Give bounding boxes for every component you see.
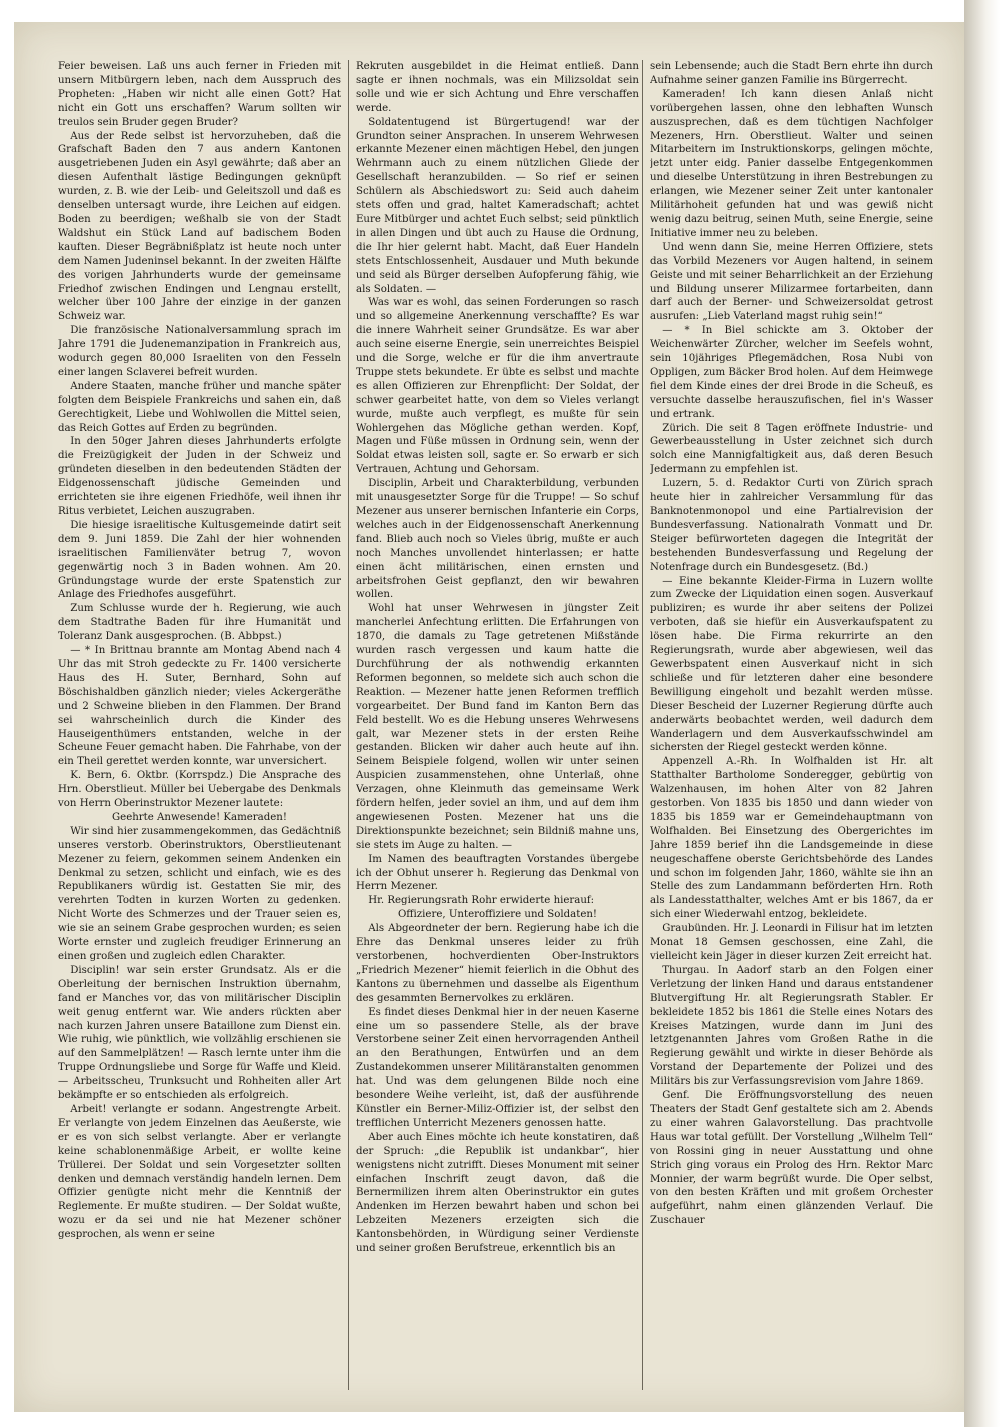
page-edge	[964, 0, 1000, 1427]
paragraph: — * In Biel schickte am 3. Oktober der Weichenwärter Zürcher, welcher im Seefels wohnt, sein 10jähriges Pflegemädchen, Rosa Nubi von Oppligen, zum Bäcker Brod holen. Auf dem Heimwege fiel dem Kinde eines der drei Brode in die Scheuß, es versuchte dasselbe herauszufischen, fiel in's Wasser und ertrank.	[650, 325, 933, 420]
paragraph: Thurgau. In Aadorf starb an den Folgen einer Verletzung der linken Hand und daraus entstandener Blutvergiftung Hr. alt Regierungsrath Stabler. Er bekleidete 1852 bis 1861 die Stelle eines Notars des Kreises Matzingen, wurde dann im Juni des letztgenannten Jahres vom Großen Rathe in die Regierung gewählt und wirkte in dieser Behörde als Vorstand der Departemente der Polizei und des Militärs bis zur Verfassungsrevision vom Jahre 1869.	[650, 964, 933, 1088]
paragraph: Was war es wohl, das seinen Forderungen so rasch und so allgemeine Anerkennung verschaffte? Es war die innere Wahrheit seiner Grundsätze. Es war aber auch seine eiserne Energie, sein unerreichtes Beispiel und die Sorge, welche er für die ihm anvertraute Truppe stets bekundete. Er übte es selbst und machte es allen Offizieren zur Ehrenpflicht: Der Soldat, der schwer gearbeitet hatte, von dem so Vieles verlangt wurde, mußte auch verpflegt, es mußte für sein Wohlergehen das Mögliche gethan werden. Kopf, Magen und Füße müssen in Ordnung sein, wenn der Soldat etwas leisten soll, sagte er. So erwarb er sich Vertrauen, Achtung und Gehorsam.	[356, 297, 639, 476]
paragraph: Genf. Die Eröffnungsvorstellung des neuen Theaters der Stadt Genf gestaltete sich am 2. Abends zu einer wahren Galavorstellung. Das prachtvolle Haus war total gefüllt. Der Vorstellung „Wilhelm Tell“ von Rossini ging in neuer Ausstattung und ohne Strich ging voraus ein Prolog des Hrn. Rektor Marc Monnier, der warm begrüßt wurde. Die Oper selbst, von den besten Kräften und mit großem Orchester aufgeführt, nahm einen glänzenden Verlauf. Die Zuschauer	[650, 1090, 933, 1227]
paragraph: Aus der Rede selbst ist hervorzuheben, daß die Grafschaft Baden den 7 aus andern Kantonen ausgetriebenen Juden ein Asyl gewährte; daß aber an diesen Aufenthalt lästige Bedingungen geknüpft wurden, z. B. wie der Leib- und Geleitszoll und daß es denselben untersagt wurde, ihre Leichen auf eidgen. Boden zu beerdigen; weßhalb sie von der Stadt Waldshut ein Stück Land auf badischem Boden kauften. Dieser Begräbnißplatz ist heute noch unter dem Namen Judeninsel bekannt. In der zweiten Hälfte des vorigen Jahrhunderts wurde der gemeinsame Friedhof zwischen Endingen und Lengnau erstellt, welcher über 100 Jahre der einzige in der ganzen Schweiz war.	[58, 130, 341, 323]
column-rule-right	[642, 60, 643, 1390]
paragraph: Luzern, 5. d. Redaktor Curti von Zürich sprach heute hier in zahlreicher Versammlung für das Banknotenmonopol und eine Partialrevision der Bundesverfassung. Nationalrath Vonmatt und Dr. Steiger befürworteten dagegen die Integrität der bestehenden Bundesverfassung und Regelung der Notenfrage durch ein Bundesgesetz. (Bd.)	[650, 478, 933, 573]
paragraph: Die französische Nationalversammlung sprach im Jahre 1791 die Judenemanzipation in Frankreich aus, wodurch gegen 80,000 Israeliten von den Fesseln einer langen Sclaverei befreit wurden.	[58, 325, 341, 378]
paragraph: Zürich. Die seit 8 Tagen eröffnete Industrie- und Gewerbeausstellung in Uster zeichnet sich durch solch eine Mannigfaltigkeit aus, daß deren Besuch Jedermann zu empfehlen ist.	[650, 422, 933, 476]
paragraph: sein Lebensende; auch die Stadt Bern ehrte ihn durch Aufnahme seiner ganzen Familie ins Bürgerrecht.	[650, 61, 933, 86]
paragraph: Graubünden. Hr. J. Leonardi in Filisur hat im letzten Monat 18 Gemsen geschossen, eine Zahl, die vielleicht kein Jäger in dieser kurzen Zeit erreicht hat.	[650, 923, 933, 962]
paragraph: — Eine bekannte Kleider-Firma in Luzern wollte zum Zwecke der Liquidation einen sogen. Ausverkauf publiziren; es wurde ihr aber seitens der Polizei verboten, daß sie hiefür ein Ausverkaufspatent zu lösen habe. Die Firma rekurrirte an den Regierungsrath, wurde aber abgewiesen, weil das Gewerbspatent einen Ausverkauf nicht in sich schließe und für letzteren daher eine besondere Bewilligung eingeholt und bezahlt werden müsse. Dieser Bescheid der Luzerner Regierung dürfte auch anderwärts beobachtet werden, weil dadurch dem Wanderlagern und dem Ausverkaufsschwindel am sichersten der Riegel gesteckt werden könne.	[650, 575, 933, 754]
paragraph: Rekruten ausgebildet in die Heimat entließ. Dann sagte er ihnen nochmals, was ein Milizsoldat sein solle und wie er sich Achtung und Ehre verschaffen werde.	[356, 61, 639, 114]
paragraph: Zum Schlusse wurde der h. Regierung, wie auch dem Stadtrathe Baden für ihre Humanität und Toleranz Dank ausgesprochen. (B. Abbpst.)	[58, 603, 341, 643]
paragraph: Und wenn dann Sie, meine Herren Offiziere, stets das Vorbild Mezeners vor Augen haltend, in seinem Geiste und mit seiner Beharrlichkeit an der Erziehung und Bildung unserer Milizarmee fortarbeiten, dann darf auch der Berner- und Schweizersoldat getrost ausrufen: „Lieb Vaterland magst ruhig sein!“	[650, 241, 933, 323]
paragraph: Als Abgeordneter der bern. Regierung habe ich die Ehre das Denkmal unseres leider zu früh verstorbenen, hochverdienten Ober-Instruktors „Friedrich Mezener“ hiemit feierlich in die Obhut des Kantons zu übernehmen und dasselbe als Eigenthum des gesammten Bernervolkes zu erklären.	[356, 923, 639, 1004]
paragraph: Aber auch Eines möchte ich heute konstatiren, daß der Spruch: „die Republik ist undankbar“, hier wenigstens nicht zutrifft. Dieses Monument mit seiner einfachen Inschrift zeugt davon, daß die Bernermilizen ihrem alten Oberinstruktor ein gutes Andenken im Herzen bewahrt haben und schon bei Lebzeiten Mezeners erzeigten sich die Kantonsbehörden, in Würdigung seiner Verdienste und seiner großen Berufstreue, erkenntlich bis an	[356, 1131, 639, 1255]
paragraph: Die hiesige israelitische Kultusgemeinde datirt seit dem 9. Juni 1859. Die Zahl der hier wohnenden israelitischen Familienväter betrug 7, wovon gegenwärtig noch 3 in Baden wohnen. Am 20. Gründungstage wurde der erste Spatenstich zur Anlage des Friedhofes ausgeführt.	[58, 519, 341, 601]
paragraph: Disciplin! war sein erster Grundsatz. Als er die Oberleitung der bernischen Instruktion übernahm, fand er Manches vor, das von militärischer Disciplin weit genug entfernt war. Wie anders rückten aber nach kurzen Jahren unsere Bataillone zum Dienst ein. Wie ruhig, wie pünktlich, wie vollzählig erschienen sie auf den Sammelplätzen! — Rasch lernte unter ihm die Truppe Ordnungsliebe und Sorge für Waffe und Kleid. — Arbeitsscheu, Trunksucht und Rohheiten aller Art bekämpfte er so entschieden als erfolgreich.	[58, 964, 341, 1102]
paragraph: K. Bern, 6. Oktbr. (Korrspdz.) Die Ansprache des Hrn. Oberstlieut. Müller bei Uebergabe des Denkmals von Herrn Oberinstruktor Mezener lautete:	[58, 770, 341, 810]
paragraph: — * In Brittnau brannte am Montag Abend nach 4 Uhr das mit Stroh gedeckte zu Fr. 1400 versicherte Haus des H. Suter, Bernhard, Sohn auf Böschishaldben gänzlich nieder; vieles Ackergeräthe und 2 Schweine blieben in den Flammen. Der Brand sei wahrscheinlich durch die Kinder des Hauseigenthümers entstanden, welche in der Scheune Feuer gemacht haben. Die Fahrhabe, von der ein Theil gerettet werden konnte, war unversichert.	[58, 645, 341, 768]
paragraph: Soldatentugend ist Bürgertugend! war der Grundton seiner Ansprachen. In unserem Wehrwesen erkannte Mezener einen mächtigen Hebel, den jungen Wehrmann auch zu einem nützlichen Gliede der Gesellschaft heranzubilden. — So rief er seinen Schülern als Abschiedswort zu: Seid auch daheim stets offen und grad, haltet Kameradschaft; achtet Eure Mitbürger und achtet Euch selbst; seid pünktlich in allen Dingen und übt auch zu Hause die Ordnung, die Ihr hier gelernt habt. Macht, daß Euer Handeln stets Entschlossenheit, Ausdauer und Muth bekunde und seid als Bürger derselben Aufopferung fähig, wie als Soldaten. —	[356, 116, 639, 295]
paragraph: Wohl hat unser Wehrwesen in jüngster Zeit mancherlei Anfechtung erlitten. Die Erfahrungen von 1870, die damals zu Tage getretenen Mißstände wurden rasch vergessen und kaum hatte die Durchführung der als nothwendig erkannten Reformen begonnen, so meldete sich auch schon die Reaktion. — Mezener hatte jenen Reformen trefflich vorgearbeitet. Der Bund fand im Kanton Bern das Feld bestellt. Wo es die Hebung unseres Wehrwesens galt, war Mezener stets in der ersten Reihe gestanden. Blicken wir daher auch heute auf ihn. Seinem Beispiele folgend, wollen wir unter seinen Auspicien zusammenstehen, ohne Unterlaß, ohne Verzagen, ohne Kleinmuth das gemeinsame Werk fördern helfen, jeder soviel an ihm, und auf dem ihm angewiesenen Posten. Mezener hat uns die Direktionspunkte bezeichnet; sein Bildniß mahne uns, sie stets im Auge zu halten. —	[356, 603, 639, 851]
paragraph: Im Namen des beauftragten Vorstandes übergebe ich der Obhut unserer h. Regierung das Denkmal von Herrn Mezener.	[356, 853, 639, 893]
column-1	[58, 60, 341, 1390]
paragraph: In den 50ger Jahren dieses Jahrhunderts erfolgte die Freizügigkeit der Juden in der Schweiz und gründeten dieselben in den bedeutenden Städten der Eidgenossenschaft jüdische Gemeinden und errichteten sie ihre eigenen Friedhöfe, weil ihnen ihr Ritus verbietet, Leichen auszugraben.	[58, 436, 341, 517]
paragraph: Andere Staaten, manche früher und manche später folgten dem Beispiele Frankreichs und sahen ein, daß Gerechtigkeit, Liebe und Wohlwollen die Mittel seien, das Reich Gottes auf Erden zu begründen.	[58, 380, 341, 434]
paragraph: Arbeit! verlangte er sodann. Angestrengte Arbeit. Er verlangte von jedem Einzelnen das Aeußerste, wie er es von sich selbst verlangte. Aber er verlangte keine schablonenmäßige Arbeit, er wollte keine Trüllerei. Der Soldat und sein Vorgesetzter sollten denken und demnach verständig handeln lernen. Dem Offizier genügte nicht mehr die Kenntniß der Reglemente. Er mußte studiren. — Der Soldat wußte, wozu er da sei und nie hat Mezener schöner gesprochen, als wenn er seine	[58, 1103, 341, 1241]
salutation: Offiziere, Unteroffiziere und Soldaten!	[397, 909, 598, 921]
paragraph: Hr. Regierungsrath Rohr erwiderte hierauf:	[368, 895, 595, 907]
column-3	[650, 60, 933, 1390]
paragraph: Feier beweisen. Laß uns auch ferner in Frieden mit unsern Mitbürgern leben, nach dem Ausspruch des Propheten: „Haben wir nicht alle einen Gott? Hat nicht ein Gott uns erschaffen? Warum sollten wir treulos sein Bruder gegen Bruder?	[58, 61, 341, 128]
salutation: Geehrte Anwesende! Kameraden!	[112, 811, 287, 823]
column-rule-left	[348, 60, 349, 1390]
column-2	[356, 60, 639, 1390]
paragraph: Es findet dieses Denkmal hier in der neuen Kaserne eine um so passendere Stelle, als der brave Verstorbene seiner Zeit einen hervorragenden Antheil an den Berathungen, Entwürfen und an dem Zustandekommen unserer Militäranstalten genommen hat. Und was dem gelungenen Bilde noch eine besondere Weihe verleiht, ist, daß der ausführende Künstler ein Berner-Miliz-Offizier ist, der selbst den trefflichen Unterricht Mezeners genossen hatte.	[356, 1006, 639, 1129]
paragraph: Appenzell A.-Rh. In Wolfhalden ist Hr. alt Statthalter Bartholome Sonderegger, gebürtig von Walzenhausen, im hohen Alter von 82 Jahren gestorben. Von 1835 bis 1850 und dann wieder von 1835 bis 1859 war er Gemeindehauptmann von Wolfhalden. Bei Einsetzung des Obergerichtes im Jahre 1859 berief ihn die Landsgemeinde in diese neugeschaffene oberste Gerichtsbehörde des Landes und schon im folgenden Jahr, 1860, wählte sie ihn an Stelle des zum Landammann beförderten Hrn. Roth als Landesstatthalter, welches Amt er bis 1867, da er sich einer Wiederwahl entzog, bekleidete.	[650, 756, 933, 921]
paragraph: Kameraden! Ich kann diesen Anlaß nicht vorübergehen lassen, ohne den lebhaften Wunsch auszusprechen, daß es dem tüchtigen Nachfolger Mezeners, Hrn. Oberstlieut. Walter und seinen Mitarbeitern im Instruktionskorps, gelingen möchte, jetzt unter eidg. Panier dasselbe Entgegenkommen und dieselbe Unterstützung in ihren Bestrebungen zu erlangen, wie Mezener seiner Zeit unter kantonaler Militärhoheit gefunden hat und was gewiß nicht wenig dazu beitrug, seinen Muth, seine Energie, seine Initiative immer neu zu beleben.	[650, 88, 933, 239]
paragraph: Wir sind hier zusammengekommen, das Gedächtniß unseres verstorb. Oberinstruktors, Oberstlieutenant Mezener zu feiern, gekommen seinem Andenken ein Denkmal zu setzen, schlicht und einfach, wie es des Republikaners würdig ist. Gestatten Sie mir, des verehrten Todten in kurzen Worten zu gedenken. Nicht Worte des Schmerzes und der Trauer seien es, wie sie an seinem Grabe gesprochen wurden; es seien Worte ernster und zugleich freudiger Erinnerung an einen großen und zugleich edlen Charakter.	[58, 825, 341, 962]
paragraph: Disciplin, Arbeit und Charakterbildung, verbunden mit unausgesetzter Sorge für die Truppe! — So schuf Mezener aus unserer bernischen Infanterie ein Corps, welches auch in der Eidgenossenschaft Anerkennung fand. Blieb auch noch so Vieles übrig, mußte er auch noch Manches unvollendet hinterlassen; er hatte einen ächt militärischen, einen ernsten und arbeitsfrohen Geist gepflanzt, den wir bewahren wollen.	[356, 478, 639, 601]
